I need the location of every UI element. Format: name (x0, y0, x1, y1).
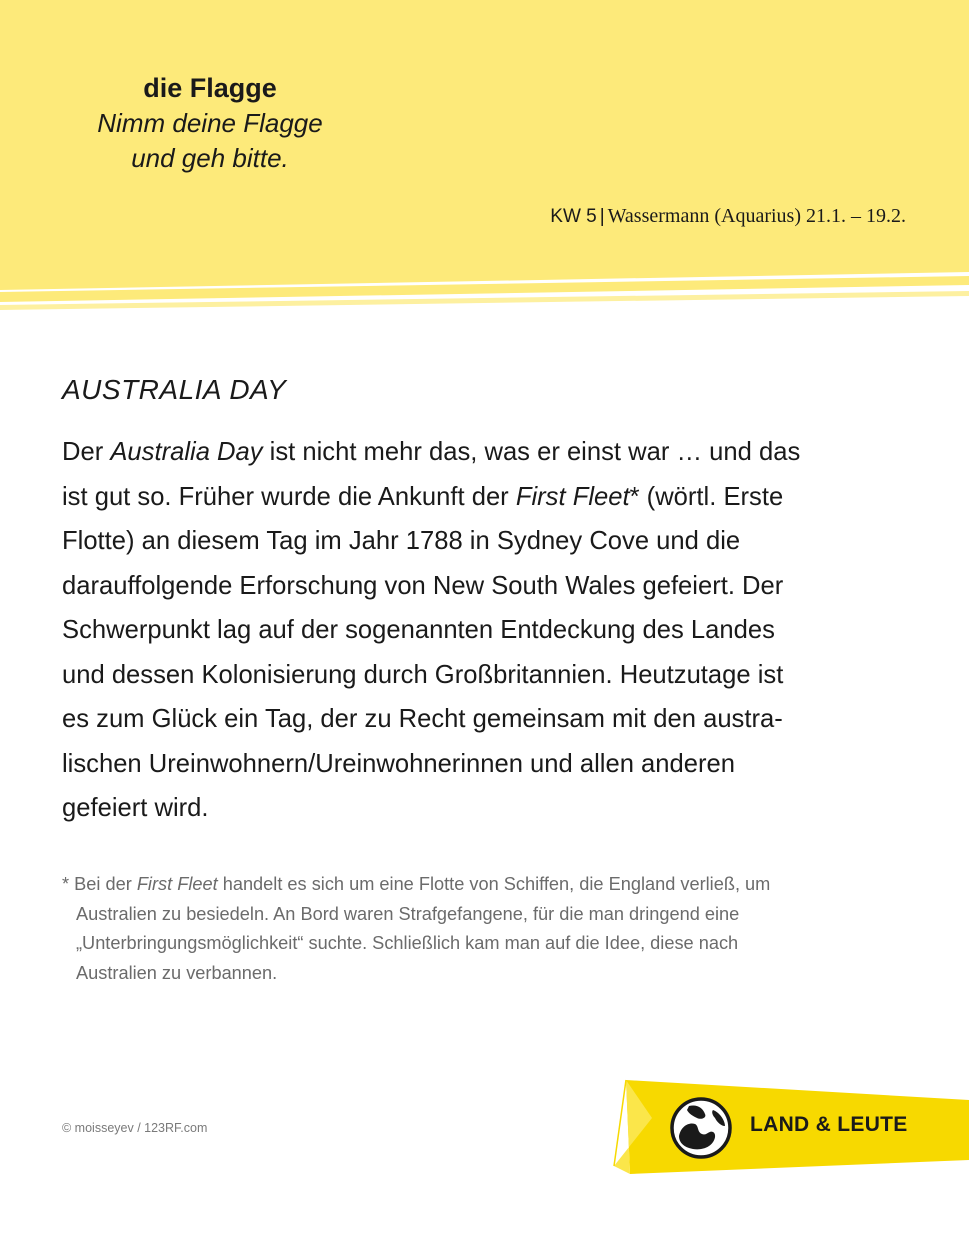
article-emphasis: First Fleet (515, 482, 630, 511)
article-line-6: und dessen Kolonisierung durch Großbritannien. Heutzutage ist (62, 660, 784, 689)
article-emphasis: Australia Day (110, 438, 263, 466)
article-line-5: Schwerpunkt lag auf der sogenannten Entdeckung des Landes (62, 616, 775, 644)
week-info (550, 205, 906, 228)
article-text: ist gut so. Früher wurde die Ankunft der (62, 482, 516, 511)
article-body (62, 430, 912, 831)
article-title: AUSTRALIA DAY (62, 374, 287, 405)
vocab-example-line-2: und geh bitte. (131, 143, 289, 173)
footnote-text: * Bei der (62, 874, 137, 894)
week-separator: | (599, 206, 605, 227)
article-line-8: lischen Ureinwohnern/Ureinwohnerinnen und allen anderen (62, 749, 735, 778)
globe-icon (669, 1096, 733, 1160)
footnote (62, 870, 882, 988)
zodiac-sign: Wassermann (Aquarius) 21.1. – 19.2. (607, 205, 906, 227)
image-credit: © moisseyev / 123RF.com (62, 1121, 208, 1135)
footnote-line-4: Australien zu verbannen. (76, 962, 278, 983)
footnote-line-2: Australien zu besiedeln. An Bord waren Strafgefangene, für die man dringend eine (76, 903, 740, 924)
vocab-box (60, 70, 360, 176)
article-line-4: darauffolgende Erforschung von New South Wales gefeiert. Der (62, 571, 784, 600)
article-line-3: Flotte) an diesem Tag im Jahr 1788 in Sydney Cove und die (62, 527, 741, 555)
article-text: ist nicht mehr das, was er einst war … und das (262, 438, 801, 466)
article-line-9: gefeiert wird. (62, 794, 209, 822)
vocab-word: die Flagge (143, 73, 277, 103)
article-text: * (wörtl. Erste (629, 482, 784, 511)
footnote-emphasis: First Fleet (136, 874, 218, 894)
footnote-line-1 (62, 870, 882, 900)
article-text: Der (62, 438, 111, 466)
footnote-text: handelt es sich um eine Flotte von Schiffen, die England verließ, um (217, 874, 771, 894)
article-line-1 (62, 430, 912, 475)
vocab-example-line-1: Nimm deine Flagge (97, 108, 323, 138)
article-line-7: es zum Glück ein Tag, der zu Recht gemeinsam mit den austra- (62, 705, 783, 733)
week-number: KW 5 (550, 206, 597, 227)
article-line-2 (62, 475, 912, 520)
footnote-line-3: „Unterbringungsmöglichkeit“ suchte. Schließlich kam man auf die Idee, diese nach (76, 933, 739, 953)
badge-label: LAND & LEUTE (750, 1113, 908, 1136)
